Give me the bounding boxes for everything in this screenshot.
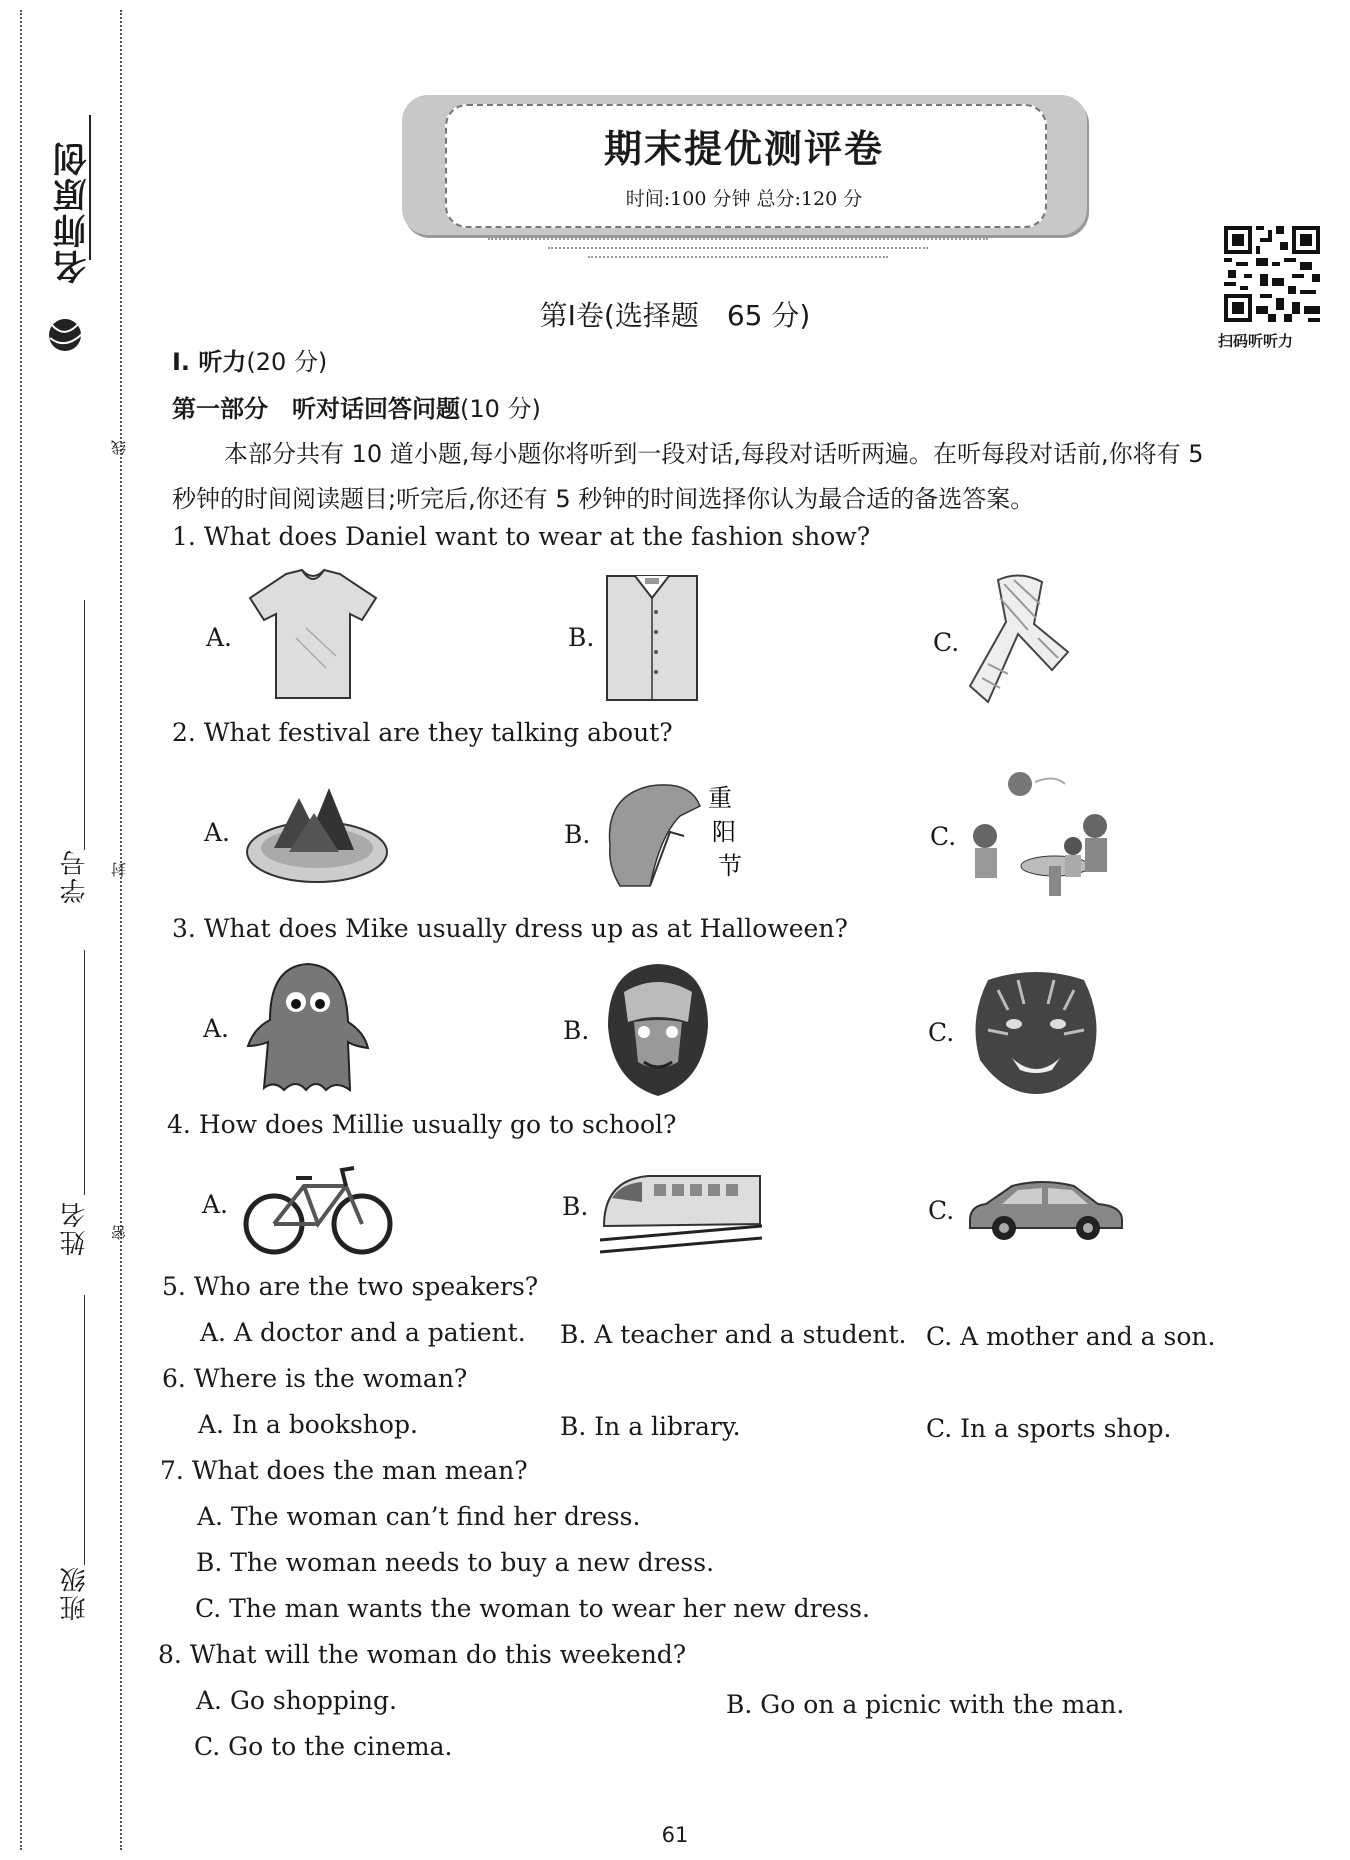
question-text: What will the woman do this weekend? [189, 1640, 687, 1669]
option-b[interactable]: B. The woman needs to buy a new dress. [196, 1548, 715, 1577]
instructions: 本部分共有 10 道小题,每小题你将听到一段对话,每段对话听两遍。在听每段对话前,你将有 5 秒钟的时间阅读题目;听完后,你还有 5 秒钟的时间选择你认为最合适的备选答案。 [172, 440, 1204, 513]
subpart-heading [172, 389, 541, 424]
question-8 [158, 1640, 686, 1669]
margin-dotted-line-inner [120, 10, 122, 1850]
question-number: 2. [172, 718, 196, 747]
option-a[interactable]: A. A doctor and a patient. [200, 1318, 526, 1347]
option-b[interactable]: B. In a library. [560, 1412, 741, 1441]
page-title: 期末提优测评卷 [603, 127, 884, 171]
cut-mark-secret: 密 [110, 1225, 128, 1240]
option-c[interactable]: C. Go to the cinema. [194, 1732, 453, 1761]
option-label[interactable]: B. [568, 623, 595, 652]
section-title: 第Ⅰ卷(选择题 65 分) [539, 299, 811, 332]
class-blank[interactable] [84, 1295, 85, 1565]
question-number: 6. [162, 1364, 186, 1393]
tiger-mask-icon[interactable] [968, 970, 1104, 1100]
scarf-icon[interactable] [968, 574, 1076, 710]
question-text: Who are the two speakers? [193, 1272, 539, 1301]
number-blank[interactable] [84, 600, 85, 850]
option-label[interactable]: C. [928, 1018, 955, 1047]
bicycle-icon[interactable] [242, 1160, 394, 1260]
option-a[interactable]: A. In a bookshop. [198, 1410, 418, 1439]
t-shirt-icon[interactable] [246, 568, 380, 708]
class-label: 班级 [60, 1565, 90, 1621]
option-c[interactable]: C. The man wants the woman to wear her new dress. [195, 1594, 870, 1623]
option-c[interactable]: C. A mother and a son. [926, 1322, 1216, 1351]
svg-text:阳: 阳 [712, 818, 736, 846]
part-heading-text: Ⅰ. 听力 [172, 348, 247, 376]
page-number: 61 [661, 1823, 689, 1847]
option-label[interactable]: A. [206, 623, 233, 652]
question-text: What does Daniel want to wear at the fashion show? [203, 522, 871, 551]
zongzi-icon[interactable] [244, 778, 390, 892]
double-ninth-festival-icon[interactable] [600, 776, 752, 894]
margin-dotted-line-outer [20, 10, 22, 1850]
qr-label: 扫码听听力 [1218, 332, 1294, 350]
option-a[interactable]: A. Go shopping. [196, 1686, 397, 1715]
ghost-icon[interactable] [246, 962, 370, 1098]
svg-text:节: 节 [718, 852, 742, 880]
option-label[interactable]: A. [204, 818, 231, 847]
question-2 [172, 718, 673, 747]
number-label: 学号 [60, 848, 90, 904]
question-number: 8. [158, 1640, 182, 1669]
option-c[interactable]: C. In a sports shop. [926, 1414, 1172, 1443]
header-deco-line [548, 247, 928, 249]
option-label[interactable]: A. [203, 1014, 230, 1043]
option-label[interactable]: C. [933, 628, 960, 657]
question-7 [160, 1456, 528, 1485]
question-6 [162, 1364, 467, 1393]
question-text: What does Mike usually dress up as at Halloween? [203, 914, 848, 943]
question-text: Where is the woman? [193, 1364, 468, 1393]
page-subtitle: 时间:100 分钟 总分:120 分 [625, 188, 863, 210]
car-icon[interactable] [966, 1176, 1126, 1246]
question-number: 3. [172, 914, 196, 943]
question-number: 7. [160, 1456, 184, 1485]
question-number: 4. [167, 1110, 191, 1139]
train-icon[interactable] [598, 1168, 762, 1260]
mid-autumn-family-icon[interactable] [965, 770, 1125, 908]
option-label[interactable]: C. [930, 822, 957, 851]
part-heading-score: (20 分) [246, 348, 328, 376]
option-a[interactable]: A. The woman can’t find her dress. [197, 1502, 641, 1531]
question-number: 1. [172, 522, 196, 551]
option-label[interactable]: B. [563, 1016, 590, 1045]
option-label[interactable]: A. [202, 1190, 229, 1219]
question-4 [167, 1110, 676, 1139]
name-blank[interactable] [84, 950, 85, 1195]
name-label: 姓名 [60, 1200, 90, 1256]
question-3 [172, 914, 848, 943]
question-text: What does the man mean? [191, 1456, 528, 1485]
option-b[interactable]: B. A teacher and a student. [560, 1320, 907, 1349]
part-heading [172, 342, 327, 377]
option-label[interactable]: B. [564, 820, 591, 849]
question-number: 5. [162, 1272, 186, 1301]
subpart-heading-score: (10 分) [460, 395, 541, 423]
svg-text:重: 重 [708, 784, 732, 812]
cut-mark-seal: 封 [110, 862, 128, 877]
option-b[interactable]: B. Go on a picnic with the man. [726, 1690, 1125, 1719]
header-deco-line [488, 238, 988, 240]
option-label[interactable]: B. [562, 1192, 589, 1221]
option-label[interactable]: C. [928, 1196, 955, 1225]
question-1 [172, 522, 870, 551]
question-text: What festival are they talking about? [203, 718, 673, 747]
brand-text: 名师原创 [53, 140, 93, 284]
subpart-heading-text: 第一部分 听对话回答问题 [172, 395, 460, 423]
question-text: How does Millie usually go to school? [198, 1110, 677, 1139]
question-5 [162, 1272, 538, 1301]
cut-mark-line: 线 [110, 440, 128, 455]
monkey-king-mask-icon[interactable] [604, 962, 712, 1102]
header-deco-line [588, 256, 888, 258]
shirt-icon[interactable] [605, 572, 699, 708]
